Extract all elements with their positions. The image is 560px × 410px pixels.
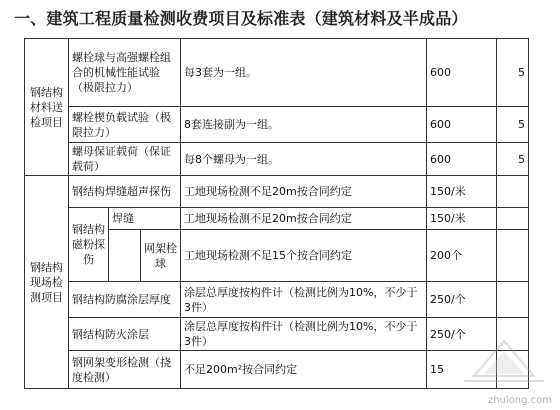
item-cell: 螺栓球与高强螺栓组合的机械性能试验（极限拉力） <box>69 39 181 107</box>
price-cell: 250/个 <box>427 318 497 351</box>
sub-item-cell: 网架栓球 <box>141 230 181 282</box>
group-material: 钢结构材料送检项目 <box>25 39 69 176</box>
item-cell: 钢结构磁粉探伤 <box>69 208 109 282</box>
table-row <box>25 208 529 230</box>
price-cell: 150/米 <box>427 208 497 230</box>
item-cell: 钢结构焊缝超声探伤 <box>69 176 181 208</box>
item-cell: 螺栓楔负载试验（极限拉力） <box>69 107 181 143</box>
rule-cell: 工地现场检测不足15个按合同约定 <box>181 230 427 282</box>
rule-cell: 不足200m²按合同约定 <box>181 351 427 389</box>
page-title: 一、建筑工程质量检测收费项目及标准表（建筑材料及半成品） <box>14 9 468 28</box>
group-site: 钢结构现场检测项目 <box>25 176 69 389</box>
price-cell: 600 <box>427 39 497 107</box>
item-cell: 钢网架变形检测（挠度检测） <box>69 351 181 389</box>
count-cell <box>497 208 529 230</box>
table-row <box>25 107 529 143</box>
count-cell: 5 <box>497 107 529 143</box>
table-row <box>25 143 529 176</box>
table-row <box>25 39 529 107</box>
count-cell <box>497 176 529 208</box>
price-cell: 600 <box>427 107 497 143</box>
watermark-text: zhulong.com <box>487 395 552 406</box>
price-cell: 200个 <box>427 230 497 282</box>
rule-cell: 工地现场检测不足20m按合同约定 <box>181 208 427 230</box>
sub-item-cell: 焊缝 <box>109 208 181 230</box>
rule-cell: 涂层总厚度按构件计（检测比例为10%，不少于3件） <box>181 318 427 351</box>
price-cell: 150/米 <box>427 176 497 208</box>
rule-cell: 每3套为一组。 <box>181 39 427 107</box>
count-cell <box>497 230 529 282</box>
count-cell: 5 <box>497 39 529 107</box>
table-row <box>25 176 529 208</box>
item-cell: 钢结构防腐涂层厚度 <box>69 282 181 318</box>
count-cell <box>497 282 529 318</box>
rule-cell: 每8个螺母为一组。 <box>181 143 427 176</box>
price-cell: 600 <box>427 143 497 176</box>
price-cell: 15 <box>427 351 497 389</box>
count-cell: 5 <box>497 143 529 176</box>
price-cell: 250/个 <box>427 282 497 318</box>
blank-cell <box>109 230 141 282</box>
rule-cell: 8套连接副为一组。 <box>181 107 427 143</box>
item-cell: 螺母保证载荷（保证载荷） <box>69 143 181 176</box>
rule-cell: 工地现场检测不足20m按合同约定 <box>181 176 427 208</box>
table-row <box>25 282 529 318</box>
item-cell: 钢结构防火涂层 <box>69 318 181 351</box>
rule-cell: 涂层总厚度按构件计（检测比例为10%，不少于3件） <box>181 282 427 318</box>
